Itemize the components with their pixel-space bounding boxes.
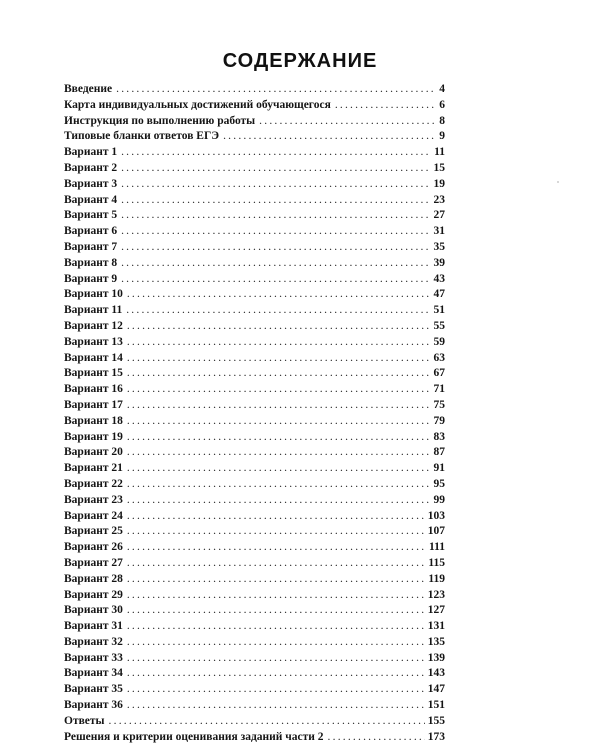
toc-dot-leader xyxy=(127,666,425,682)
toc-dot-leader xyxy=(127,651,425,667)
toc-entry-label: Типовые бланки ответов ЕГЭ xyxy=(64,130,220,143)
toc-entry-page-number: 91 xyxy=(433,462,445,475)
toc-entry xyxy=(64,129,445,145)
toc-dot-leader xyxy=(121,208,430,224)
toc-entry-page-number: 155 xyxy=(427,714,445,727)
toc-entry-page-number: 119 xyxy=(428,572,445,585)
toc-entry-label: Ответы xyxy=(64,714,105,727)
toc-entry-label: Решения и критерии оценивания заданий части 2 xyxy=(64,730,324,743)
toc-entry xyxy=(64,509,445,525)
toc-dot-leader xyxy=(121,145,431,161)
toc-entry-label: Вариант 25 xyxy=(64,525,123,538)
toc-entry-page-number: 147 xyxy=(427,683,445,696)
toc-entry-label: Вариант 20 xyxy=(64,446,123,459)
toc-entry-page-number: 83 xyxy=(433,430,445,443)
toc-entry-page-number: 55 xyxy=(433,319,445,332)
toc-dot-leader xyxy=(121,256,430,272)
toc-entry-page-number: 95 xyxy=(433,477,445,490)
toc-entry-page-number: 11 xyxy=(434,146,445,159)
toc-dot-leader xyxy=(121,193,430,209)
toc-entry-page-number: 107 xyxy=(427,525,445,538)
toc-entry xyxy=(64,603,445,619)
toc-entry-page-number: 43 xyxy=(433,272,445,285)
toc-dot-leader xyxy=(127,287,431,303)
toc-entry-label: Вариант 32 xyxy=(64,635,123,648)
toc-entry-page-number: 47 xyxy=(433,288,445,301)
toc-entry-label: Вариант 15 xyxy=(64,367,123,380)
toc-entry-label: Вариант 3 xyxy=(64,177,118,190)
toc-entry-label: Вариант 5 xyxy=(64,209,118,222)
toc-dot-leader xyxy=(127,430,431,446)
toc-dot-leader xyxy=(116,82,436,98)
toc-entry-label: Вариант 29 xyxy=(64,588,123,601)
toc-dot-leader xyxy=(127,540,426,556)
toc-entry-page-number: 39 xyxy=(433,256,445,269)
toc-dot-leader xyxy=(127,509,425,525)
table-of-contents xyxy=(64,82,445,745)
toc-entry-page-number: 15 xyxy=(433,161,445,174)
toc-entry-page-number: 23 xyxy=(433,193,445,206)
toc-entry xyxy=(64,477,445,493)
toc-entry-page-number: 9 xyxy=(439,130,445,143)
toc-entry xyxy=(64,177,445,193)
toc-entry xyxy=(64,651,445,667)
toc-dot-leader xyxy=(223,129,436,145)
toc-dot-leader xyxy=(127,493,431,509)
toc-dot-leader xyxy=(127,556,426,572)
toc-entry xyxy=(64,287,445,303)
toc-entry xyxy=(64,430,445,446)
toc-entry xyxy=(64,114,445,130)
toc-entry-label: Вариант 2 xyxy=(64,161,118,174)
toc-dot-leader xyxy=(127,588,425,604)
toc-dot-leader xyxy=(127,635,425,651)
toc-entry-label: Вариант 1 xyxy=(64,146,118,159)
toc-entry-page-number: 35 xyxy=(433,240,445,253)
toc-entry-label: Вариант 19 xyxy=(64,430,123,443)
toc-entry-label: Вариант 34 xyxy=(64,667,123,680)
toc-entry xyxy=(64,82,445,98)
toc-entry-label: Вариант 10 xyxy=(64,288,123,301)
toc-dot-leader xyxy=(127,619,425,635)
toc-entry xyxy=(64,414,445,430)
toc-entry-label: Вариант 24 xyxy=(64,509,123,522)
toc-entry-label: Вариант 21 xyxy=(64,462,123,475)
toc-entry-label: Вариант 27 xyxy=(64,556,123,569)
toc-entry xyxy=(64,445,445,461)
toc-entry xyxy=(64,682,445,698)
toc-dot-leader xyxy=(127,572,426,588)
toc-dot-leader xyxy=(126,303,430,319)
toc-dot-leader xyxy=(127,445,431,461)
toc-entry xyxy=(64,714,445,730)
toc-entry-page-number: 99 xyxy=(433,493,445,506)
toc-dot-leader xyxy=(121,240,430,256)
toc-entry-page-number: 75 xyxy=(433,398,445,411)
toc-entry-label: Вариант 13 xyxy=(64,335,123,348)
toc-dot-leader xyxy=(127,414,431,430)
toc-dot-leader xyxy=(109,714,425,730)
toc-entry-label: Вариант 31 xyxy=(64,620,123,633)
toc-entry-page-number: 71 xyxy=(433,383,445,396)
toc-entry-page-number: 173 xyxy=(427,730,445,743)
toc-entry-page-number: 103 xyxy=(427,509,445,522)
toc-entry-page-number: 87 xyxy=(433,446,445,459)
toc-entry-page-number: 67 xyxy=(433,367,445,380)
toc-dot-leader xyxy=(127,524,425,540)
toc-entry-label: Вариант 35 xyxy=(64,683,123,696)
toc-entry-label: Вариант 26 xyxy=(64,541,123,554)
toc-entry xyxy=(64,635,445,651)
toc-entry-page-number: 8 xyxy=(439,114,445,127)
toc-dot-leader xyxy=(127,351,431,367)
toc-dot-leader xyxy=(127,398,431,414)
toc-entry-label: Вариант 11 xyxy=(64,304,123,317)
toc-entry-label: Вариант 23 xyxy=(64,493,123,506)
toc-entry-label: Инструкция по выполнению работы xyxy=(64,114,256,127)
toc-entry xyxy=(64,730,445,746)
toc-dot-leader xyxy=(127,366,431,382)
toc-entry-label: Вариант 17 xyxy=(64,398,123,411)
toc-dot-leader xyxy=(121,161,430,177)
toc-dot-leader xyxy=(121,224,430,240)
toc-entry-page-number: 139 xyxy=(427,651,445,664)
toc-entry xyxy=(64,240,445,256)
toc-entry xyxy=(64,366,445,382)
toc-entry-page-number: 131 xyxy=(427,620,445,633)
toc-entry xyxy=(64,98,445,114)
toc-entry-page-number: 51 xyxy=(433,304,445,317)
toc-entry xyxy=(64,208,445,224)
toc-entry xyxy=(64,161,445,177)
toc-entry-page-number: 31 xyxy=(433,225,445,238)
toc-entry-label: Вариант 6 xyxy=(64,225,118,238)
toc-entry xyxy=(64,698,445,714)
toc-entry xyxy=(64,666,445,682)
toc-entry-page-number: 79 xyxy=(433,414,445,427)
toc-entry xyxy=(64,145,445,161)
toc-dot-leader xyxy=(127,382,431,398)
paper-speck xyxy=(557,181,559,183)
toc-entry-label: Вариант 4 xyxy=(64,193,118,206)
toc-entry-label: Карта индивидуальных достижений обучающегося xyxy=(64,98,331,111)
toc-dot-leader xyxy=(127,319,431,335)
toc-entry-page-number: 135 xyxy=(427,635,445,648)
toc-entry-page-number: 115 xyxy=(428,556,445,569)
toc-entry-label: Вариант 28 xyxy=(64,572,123,585)
toc-entry xyxy=(64,619,445,635)
toc-entry-page-number: 6 xyxy=(439,98,445,111)
toc-dot-leader xyxy=(127,461,431,477)
toc-dot-leader xyxy=(121,177,430,193)
toc-dot-leader xyxy=(127,477,431,493)
page-title: СОДЕРЖАНИЕ xyxy=(222,50,378,72)
toc-dot-leader xyxy=(259,114,436,130)
toc-entry-page-number: 127 xyxy=(427,604,445,617)
toc-entry-label: Вариант 22 xyxy=(64,477,123,490)
toc-dot-leader xyxy=(127,682,425,698)
toc-entry xyxy=(64,351,445,367)
toc-entry xyxy=(64,272,445,288)
toc-entry-page-number: 27 xyxy=(433,209,445,222)
toc-entry-label: Вариант 8 xyxy=(64,256,118,269)
toc-entry-label: Вариант 7 xyxy=(64,240,118,253)
toc-entry-page-number: 19 xyxy=(433,177,445,190)
toc-entry-page-number: 111 xyxy=(429,541,445,554)
toc-entry-label: Вариант 12 xyxy=(64,319,123,332)
toc-entry xyxy=(64,224,445,240)
toc-entry xyxy=(64,335,445,351)
toc-dot-leader xyxy=(121,272,430,288)
toc-entry-label: Вариант 33 xyxy=(64,651,123,664)
toc-entry-label: Введение xyxy=(64,83,113,95)
toc-dot-leader xyxy=(335,98,436,114)
toc-entry xyxy=(64,382,445,398)
toc-entry xyxy=(64,461,445,477)
toc-entry xyxy=(64,556,445,572)
toc-entry xyxy=(64,319,445,335)
toc-entry-label: Вариант 18 xyxy=(64,414,123,427)
toc-entry-page-number: 143 xyxy=(427,667,445,680)
toc-entry-label: Вариант 16 xyxy=(64,383,123,396)
toc-entry xyxy=(64,588,445,604)
toc-entry xyxy=(64,493,445,509)
toc-entry xyxy=(64,303,445,319)
toc-dot-leader xyxy=(127,698,425,714)
toc-entry xyxy=(64,572,445,588)
toc-entry-label: Вариант 36 xyxy=(64,699,123,712)
toc-entry-page-number: 63 xyxy=(433,351,445,364)
toc-entry xyxy=(64,398,445,414)
toc-entry xyxy=(64,524,445,540)
toc-entry-page-number: 59 xyxy=(433,335,445,348)
toc-entry-label: Вариант 30 xyxy=(64,604,123,617)
toc-dot-leader xyxy=(127,603,425,619)
toc-entry-page-number: 4 xyxy=(439,83,445,95)
toc-entry-label: Вариант 9 xyxy=(64,272,118,285)
toc-dot-leader xyxy=(328,730,425,746)
toc-entry-label: Вариант 14 xyxy=(64,351,123,364)
toc-entry xyxy=(64,193,445,209)
toc-entry-page-number: 123 xyxy=(427,588,445,601)
toc-dot-leader xyxy=(127,335,431,351)
toc-entry-page-number: 151 xyxy=(427,699,445,712)
toc-entry xyxy=(64,256,445,272)
toc-entry xyxy=(64,540,445,556)
